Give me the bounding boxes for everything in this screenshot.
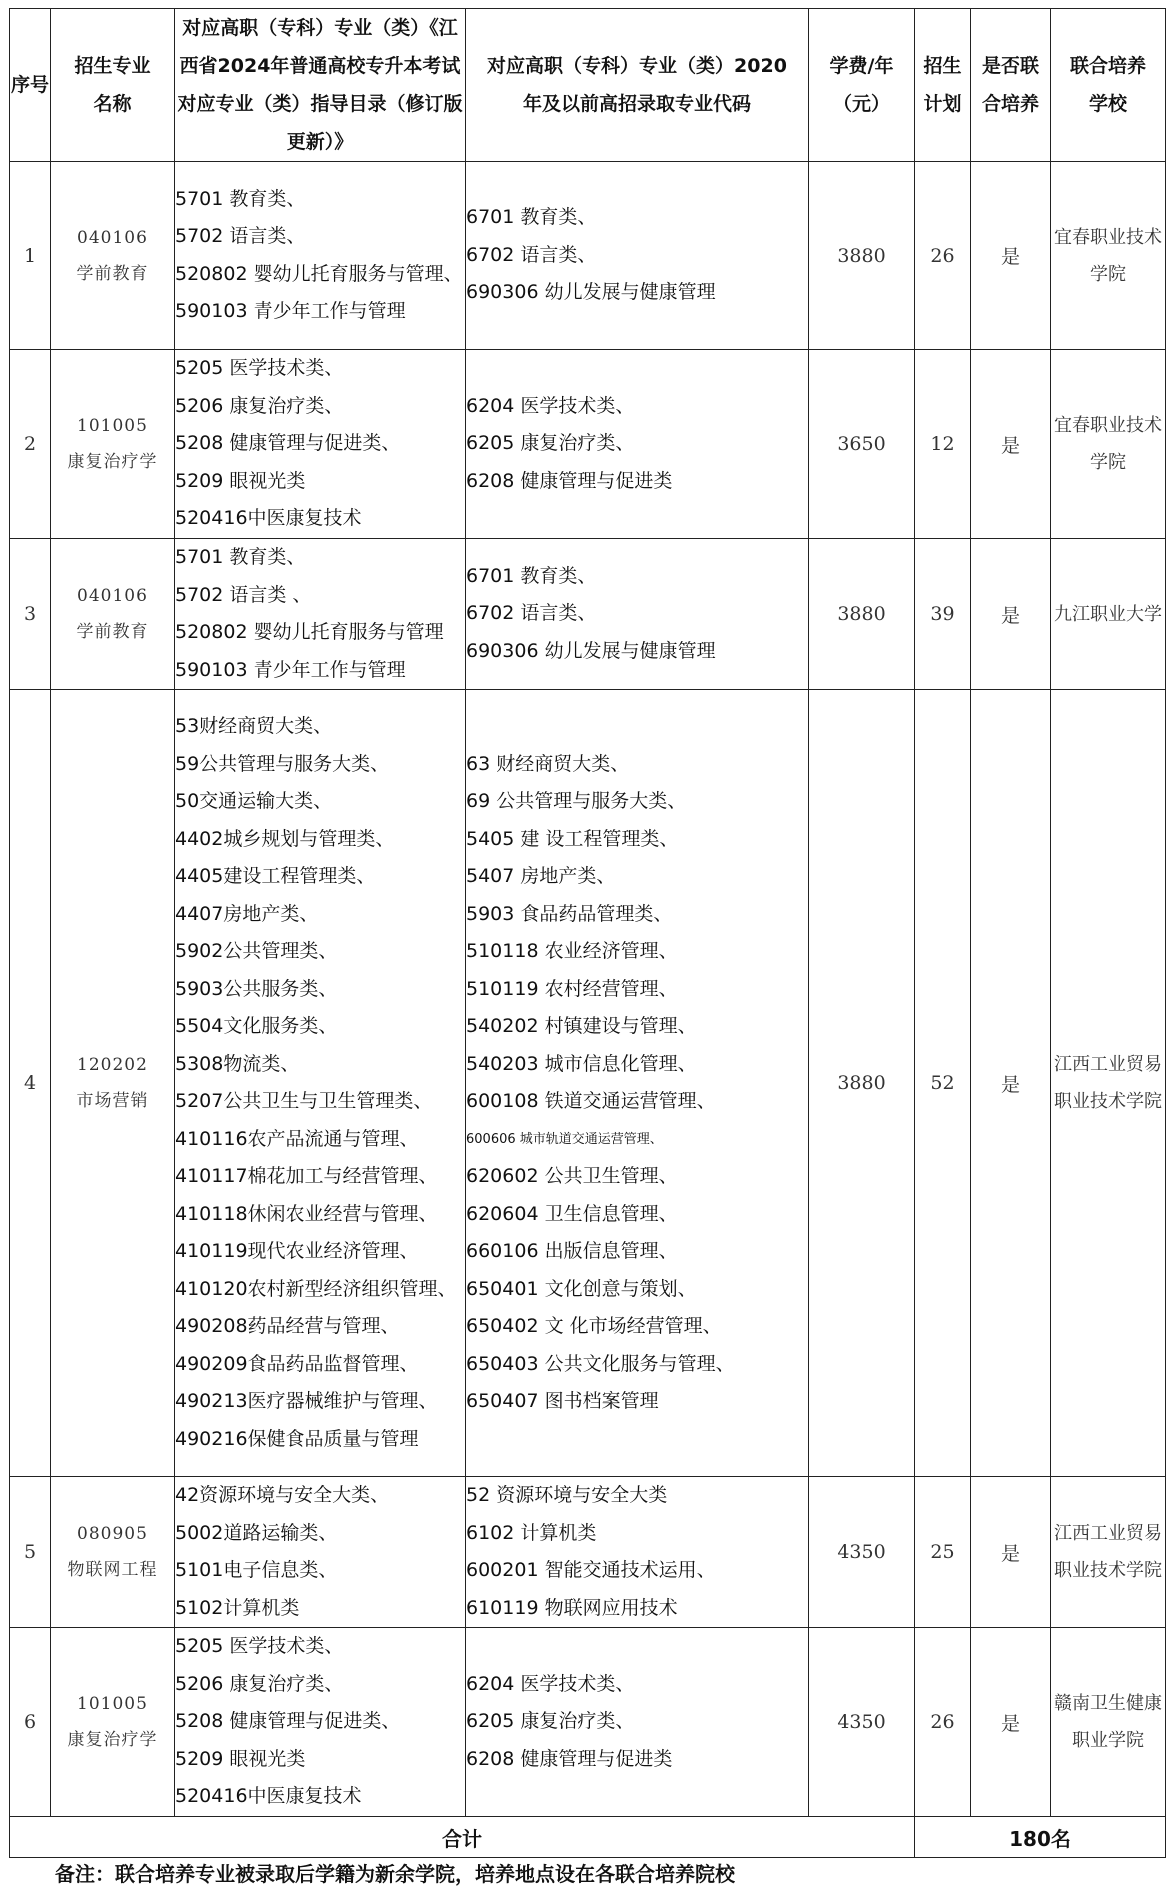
target-item: 5205 医学技术类、 bbox=[175, 1635, 344, 1658]
header-school: 联合培养学校 bbox=[1051, 9, 1166, 162]
cell-fee: 3650 bbox=[809, 350, 915, 539]
target-item: 4402城乡规划与管理类、 bbox=[175, 827, 395, 850]
code-item: 6102 计算机类 bbox=[466, 1521, 597, 1544]
target-item: 5208 健康管理与促进类、 bbox=[175, 1710, 401, 1733]
code-item: 650407 图书档案管理 bbox=[466, 1390, 659, 1412]
cell-seq: 4 bbox=[10, 690, 51, 1477]
target-item: 590103 青少年工作与管理 bbox=[175, 300, 406, 322]
major-name: 物联网工程 bbox=[67, 1560, 158, 1580]
cell-joint: 是 bbox=[971, 350, 1051, 539]
table-row bbox=[10, 162, 1166, 350]
total-value: 180名 bbox=[915, 1817, 1166, 1858]
code-item: 650403 公共文化服务与管理、 bbox=[466, 1352, 735, 1375]
target-item: 5308物流类、 bbox=[175, 1052, 300, 1075]
target-item: 410117棉花加工与经营管理、 bbox=[175, 1165, 438, 1187]
target-item: 5701 教育类、 bbox=[175, 546, 306, 568]
code-item: 5405 建 设工程管理类、 bbox=[466, 827, 679, 850]
target-item: 5205 医学技术类、 bbox=[175, 357, 344, 380]
cell-fee: 3880 bbox=[809, 539, 915, 690]
major-name: 康复治疗学 bbox=[67, 1730, 158, 1750]
target-item: 520802 婴幼儿托育服务与管理 bbox=[175, 621, 444, 643]
code-item: 660106 出版信息管理、 bbox=[466, 1240, 678, 1262]
cell-major bbox=[51, 162, 175, 350]
cell-code-list bbox=[466, 162, 809, 350]
cell-joint: 是 bbox=[971, 1628, 1051, 1817]
header-fee: 学费/年（元） bbox=[809, 9, 915, 162]
target-item: 490208药品经营与管理、 bbox=[175, 1315, 400, 1337]
code-item: 600201 智能交通技术运用、 bbox=[466, 1559, 716, 1581]
code-item: 610119 物联网应用技术 bbox=[466, 1596, 678, 1619]
total-label: 合计 bbox=[10, 1817, 915, 1858]
header-joint: 是否联合培养 bbox=[971, 9, 1051, 162]
code-item: 650402 文 化市场经营管理、 bbox=[466, 1315, 722, 1337]
cell-joint: 是 bbox=[971, 1477, 1051, 1628]
code-item: 650401 文化创意与策划、 bbox=[466, 1277, 697, 1300]
target-item: 5702 语言类 、 bbox=[175, 583, 312, 606]
cell-plan: 52 bbox=[915, 690, 971, 1477]
cell-plan: 39 bbox=[915, 539, 971, 690]
target-item: 5902公共管理类、 bbox=[175, 940, 338, 962]
code-item: 690306 幼儿发展与健康管理 bbox=[466, 639, 716, 662]
target-item: 5101电子信息类、 bbox=[175, 1559, 338, 1581]
code-item: 5407 房地产类、 bbox=[466, 865, 616, 887]
major-code: 120202 bbox=[77, 1055, 148, 1075]
cell-plan: 12 bbox=[915, 350, 971, 539]
cell-target-list bbox=[175, 350, 466, 539]
cell-major bbox=[51, 1628, 175, 1817]
code-item: 52 资源环境与安全大类 bbox=[466, 1484, 668, 1506]
cell-major bbox=[51, 539, 175, 690]
total-row bbox=[10, 1817, 1166, 1858]
target-item: 5903公共服务类、 bbox=[175, 977, 338, 1000]
cell-code-list bbox=[466, 539, 809, 690]
cell-plan: 25 bbox=[915, 1477, 971, 1628]
target-item: 4405建设工程管理类、 bbox=[175, 865, 376, 887]
code-item: 600606 城市轨道交通运营管理、 bbox=[466, 1131, 663, 1147]
enrollment-table bbox=[9, 8, 1166, 1858]
cell-seq: 1 bbox=[10, 162, 51, 350]
target-item: 5702 语言类、 bbox=[175, 225, 306, 247]
target-item: 490209食品药品监督管理、 bbox=[175, 1352, 419, 1375]
target-item: 50交通运输大类、 bbox=[175, 790, 333, 812]
target-item: 410120农村新型经济组织管理、 bbox=[175, 1277, 457, 1300]
major-code: 080905 bbox=[77, 1524, 148, 1544]
code-item: 6702 语言类、 bbox=[466, 243, 597, 266]
table-body bbox=[10, 162, 1166, 1817]
code-item: 6208 健康管理与促进类 bbox=[466, 1747, 673, 1770]
header-target: 对应高职（专科）专业（类）《江西省2024年普通高校专升本考试对应专业（类）指导目录（修订版更新）》 bbox=[175, 9, 466, 162]
target-item: 490216保健食品质量与管理 bbox=[175, 1427, 419, 1450]
cell-fee: 3880 bbox=[809, 690, 915, 1477]
code-item: 600108 铁道交通运营管理、 bbox=[466, 1090, 716, 1112]
cell-joint: 是 bbox=[971, 539, 1051, 690]
target-item: 5504文化服务类、 bbox=[175, 1015, 338, 1037]
cell-joint: 是 bbox=[971, 690, 1051, 1477]
header-plan: 招生计划 bbox=[915, 9, 971, 162]
code-item: 6701 教育类、 bbox=[466, 564, 597, 587]
code-item: 540202 村镇建设与管理、 bbox=[466, 1015, 697, 1037]
cell-target-list bbox=[175, 162, 466, 350]
cell-seq: 2 bbox=[10, 350, 51, 539]
code-item: 540203 城市信息化管理、 bbox=[466, 1052, 697, 1075]
target-item: 42资源环境与安全大类、 bbox=[175, 1484, 390, 1506]
cell-plan: 26 bbox=[915, 1628, 971, 1817]
target-item: 410116农产品流通与管理、 bbox=[175, 1127, 419, 1150]
target-item: 5209 眼视光类 bbox=[175, 1747, 306, 1770]
target-item: 5206 康复治疗类、 bbox=[175, 1672, 344, 1695]
table-row bbox=[10, 539, 1166, 690]
cell-major bbox=[51, 350, 175, 539]
code-item: 6204 医学技术类、 bbox=[466, 394, 635, 417]
code-item: 510118 农业经济管理、 bbox=[466, 940, 678, 962]
major-name: 学前教育 bbox=[76, 263, 149, 284]
target-item: 520802 婴幼儿托育服务与管理、 bbox=[175, 262, 463, 285]
code-item: 6205 康复治疗类、 bbox=[466, 1710, 635, 1733]
target-item: 5102计算机类 bbox=[175, 1596, 300, 1619]
cell-seq: 5 bbox=[10, 1477, 51, 1628]
cell-fee: 3880 bbox=[809, 162, 915, 350]
cell-school: 江西工业贸易职业技术学院 bbox=[1051, 1477, 1166, 1628]
cell-plan: 26 bbox=[915, 162, 971, 350]
cell-school: 九江职业大学 bbox=[1051, 539, 1166, 690]
major-code: 101005 bbox=[77, 416, 148, 436]
major-name: 康复治疗学 bbox=[67, 452, 158, 472]
cell-major bbox=[51, 690, 175, 1477]
code-item: 510119 农村经营管理、 bbox=[466, 977, 678, 1000]
cell-target-list bbox=[175, 539, 466, 690]
target-item: 5002道路运输类、 bbox=[175, 1521, 338, 1544]
code-item: 620602 公共卫生管理、 bbox=[466, 1165, 678, 1187]
table-row bbox=[10, 350, 1166, 539]
major-code: 040106 bbox=[77, 227, 148, 248]
code-item: 5903 食品药品管理类、 bbox=[466, 902, 673, 925]
target-item: 5209 眼视光类 bbox=[175, 469, 306, 492]
cell-target-list bbox=[175, 690, 466, 1477]
cell-school: 江西工业贸易职业技术学院 bbox=[1051, 690, 1166, 1477]
table-row bbox=[10, 690, 1166, 1477]
code-item: 6702 语言类、 bbox=[466, 602, 597, 625]
cell-major bbox=[51, 1477, 175, 1628]
code-item: 6701 教育类、 bbox=[466, 206, 597, 229]
major-code: 101005 bbox=[77, 1694, 148, 1714]
target-item: 5207公共卫生与卫生管理类、 bbox=[175, 1090, 433, 1112]
target-item: 410118休闲农业经营与管理、 bbox=[175, 1202, 438, 1225]
target-item: 520416中医康复技术 bbox=[175, 1785, 362, 1808]
target-item: 490213医疗器械维护与管理、 bbox=[175, 1390, 438, 1412]
header-major: 招生专业名称 bbox=[51, 9, 175, 162]
header-row bbox=[10, 9, 1166, 162]
major-name: 学前教育 bbox=[76, 622, 149, 642]
cell-target-list bbox=[175, 1477, 466, 1628]
footnote: 备注：联合培养专业被录取后学籍为新余学院，培养地点设在各联合培养院校 bbox=[55, 1862, 735, 1886]
target-item: 410119现代农业经济管理、 bbox=[175, 1240, 419, 1262]
cell-fee: 4350 bbox=[809, 1628, 915, 1817]
header-seq: 序号 bbox=[10, 9, 51, 162]
target-item: 520416中医康复技术 bbox=[175, 507, 362, 530]
target-item: 59公共管理与服务大类、 bbox=[175, 752, 390, 775]
code-item: 620604 卫生信息管理、 bbox=[466, 1202, 678, 1225]
cell-code-list bbox=[466, 350, 809, 539]
code-item: 690306 幼儿发展与健康管理 bbox=[466, 281, 716, 304]
cell-seq: 6 bbox=[10, 1628, 51, 1817]
target-item: 5208 健康管理与促进类、 bbox=[175, 432, 401, 455]
major-name: 市场营销 bbox=[76, 1091, 149, 1111]
target-item: 5701 教育类、 bbox=[175, 187, 306, 210]
cell-joint: 是 bbox=[971, 162, 1051, 350]
cell-fee: 4350 bbox=[809, 1477, 915, 1628]
cell-target-list bbox=[175, 1628, 466, 1817]
header-codes2020: 对应高职（专科）专业（类）2020年及以前高招录取专业代码 bbox=[466, 9, 809, 162]
cell-school: 赣南卫生健康职业学院 bbox=[1051, 1628, 1166, 1817]
target-item: 53财经商贸大类、 bbox=[175, 715, 333, 737]
cell-code-list bbox=[466, 1628, 809, 1817]
cell-code-list bbox=[466, 690, 809, 1477]
code-item: 6208 健康管理与促进类 bbox=[466, 469, 673, 492]
cell-code-list bbox=[466, 1477, 809, 1628]
target-item: 4407房地产类、 bbox=[175, 902, 319, 925]
code-item: 69 公共管理与服务大类、 bbox=[466, 790, 687, 812]
target-item: 5206 康复治疗类、 bbox=[175, 394, 344, 417]
cell-school: 宜春职业技术学院 bbox=[1051, 350, 1166, 539]
major-code: 040106 bbox=[77, 586, 148, 606]
cell-seq: 3 bbox=[10, 539, 51, 690]
table-row bbox=[10, 1477, 1166, 1628]
target-item: 590103 青少年工作与管理 bbox=[175, 658, 406, 681]
code-item: 63 财经商贸大类、 bbox=[466, 752, 630, 775]
table-row bbox=[10, 1628, 1166, 1817]
code-item: 6204 医学技术类、 bbox=[466, 1672, 635, 1695]
cell-school: 宜春职业技术学院 bbox=[1051, 162, 1166, 350]
code-item: 6205 康复治疗类、 bbox=[466, 432, 635, 455]
